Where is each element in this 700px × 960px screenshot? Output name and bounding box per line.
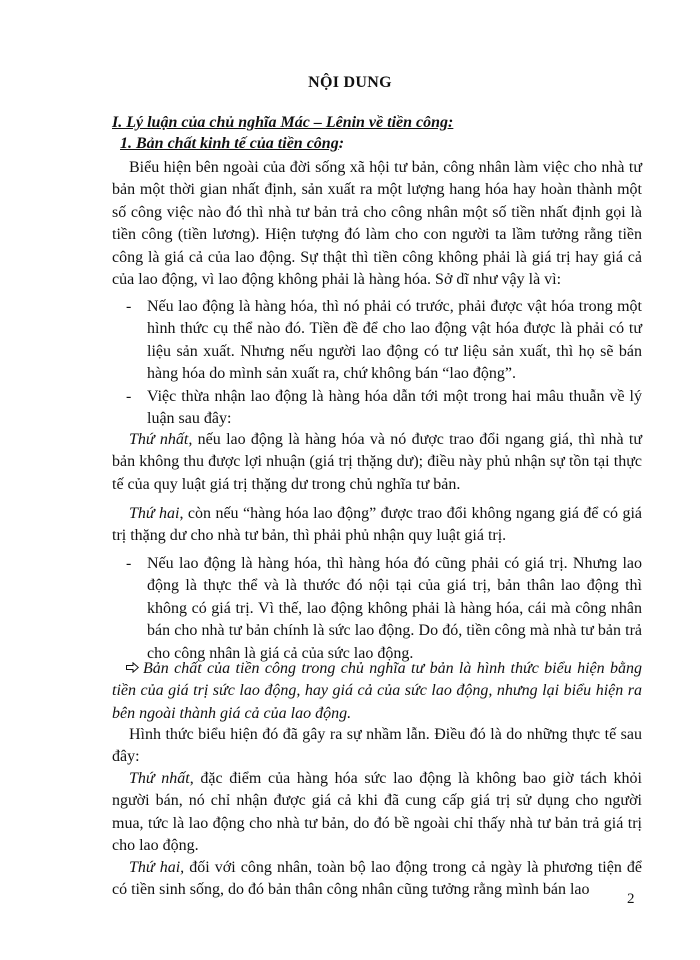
conclusion-paragraph xyxy=(112,658,642,725)
bullet-list-2 xyxy=(112,553,642,665)
bullet-dash: - xyxy=(126,555,132,572)
list-item xyxy=(112,553,642,665)
list-item-text: Nếu lao động là hàng hóa, thì nó phải có trước, phải được vật hóa trong một hình thức cụ thể nào đó. Tiền đề để cho lao động vật hóa được là phải có tư liệu sản xuất. Nhưng nếu người lao động có tư liệu sản xuất, thì họ sẽ bán hàng hóa do mình sản xuất ra, chứ không bán “lao động”. xyxy=(147,298,642,383)
paragraph-fact-1 xyxy=(112,768,642,858)
paragraph-text xyxy=(112,857,642,902)
list-item-text: Việc thừa nhận lao động là hàng hóa dẫn tới một trong hai mâu thuẫn về lý luận sau đây: xyxy=(147,387,642,428)
subsection-heading xyxy=(120,135,344,153)
conclusion-text: Bản chất của tiền công trong chủ nghĩa tư bản là hình thức biểu hiện bằng tiền của giá trị sức lao động, hay giá cả của sức lao động, nhưng lại biểu hiện ra bên ngoài thành giá cả của lao động. xyxy=(112,660,642,722)
paragraph-thu-nhat xyxy=(112,429,642,496)
list-item-text: Nếu lao động là hàng hóa, thì hàng hóa đó cũng phải có giá trị. Nhưng lao động là thực thể và là thước đó nội tại của giá trị, bản thân lao động thì không có giá trị. Vì thế, lao động không phải là hàng hóa, cái mà công nhân bán cho nhà tư bản chính là sức lao động. Do đó, tiền công mà nhà tư bản trả cho công nhân là giá cả của sức lao động. xyxy=(147,555,642,662)
page-number: 2 xyxy=(627,891,635,907)
paragraph-lead: Thứ nhất xyxy=(129,770,190,787)
paragraph-text: Hình thức biểu hiện đó đã gây ra sự nhầm lẫn. Điều đó là do những thực tế sau đây: xyxy=(112,726,642,766)
paragraph-rest: , đặc điểm của hàng hóa sức lao động là không bao giờ tách khỏi người bán, nó chỉ nhận được giá cả khi đã cung cấp giá trị sử dụng cho người mua, tức là lao động cho nhà tư bản, do đó bề ngoài chỉ thấy nhà tư bản trả giá trị cho lao động. xyxy=(112,770,642,855)
bullet-list-1 xyxy=(112,296,642,430)
paragraph-text xyxy=(112,503,642,548)
subsection-heading-colon: : xyxy=(338,135,345,152)
paragraph-rest: , còn nếu “hàng hóa lao động” được trao đổi không ngang giá để có giá trị thặng dư cho nhà tư bản, thì phải phủ nhận quy luật giá trị. xyxy=(112,505,642,545)
section-heading: I. Lý luận của chủ nghĩa Mác – Lênin về tiền công: xyxy=(112,114,454,131)
paragraph-lead: Thứ hai, xyxy=(129,859,185,876)
paragraph-fact-2 xyxy=(112,857,642,902)
paragraph-text xyxy=(112,768,642,858)
paragraph-lead: Thứ hai xyxy=(129,505,180,522)
intro-paragraph xyxy=(112,157,642,291)
bullet-dash: - xyxy=(126,387,132,405)
paragraph-forms xyxy=(112,724,642,769)
arrow-right-outline-icon xyxy=(126,658,139,680)
paragraph-text: Biểu hiện bên ngoài của đời sống xã hội tư bản, công nhân làm việc cho nhà tư bản một thời gian nhất định, sản xuất ra một lượng hang hóa hay hoàn thành một số công việc nào đó thì nhà tư bản trả cho công nhân một số tiền nhất định gọi là tiền công (tiền lương). Hiện tượng đó làm cho con người ta lầm tưởng rằng tiền công là giá cả của lao động. Sự thật thì tiền công không phải là giá trị hay giá cả của lao động, vì lao động không phải là hàng hóa. Sở dĩ như vậy là vì: xyxy=(112,159,642,289)
paragraph-text xyxy=(112,429,642,496)
subsection-heading-text: 1. Bản chất kinh tế của tiền công xyxy=(120,135,339,152)
list-item xyxy=(112,296,642,386)
page-title: NỘI DUNG xyxy=(308,74,392,91)
paragraph-thu-hai xyxy=(112,503,642,548)
paragraph-rest: đối với công nhân, toàn bộ lao động trong cả ngày là phương tiện để có tiền sinh sống, do đó bản thân công nhân cũng tưởng rằng mình bán lao xyxy=(112,859,643,899)
list-item xyxy=(112,386,642,431)
bullet-dash: - xyxy=(126,298,132,315)
paragraph-rest: nếu lao động là hàng hóa và nó được trao đổi ngang giá, thì nhà tư bản không thu được lợi nhuận (giá trị thặng dư); điều này phủ nhận sự tồn tại thực tế của quy luật giá trị thặng dư trong chủ nghĩa tư bản. xyxy=(112,431,642,493)
paragraph-lead: Thứ nhất, xyxy=(129,431,193,448)
